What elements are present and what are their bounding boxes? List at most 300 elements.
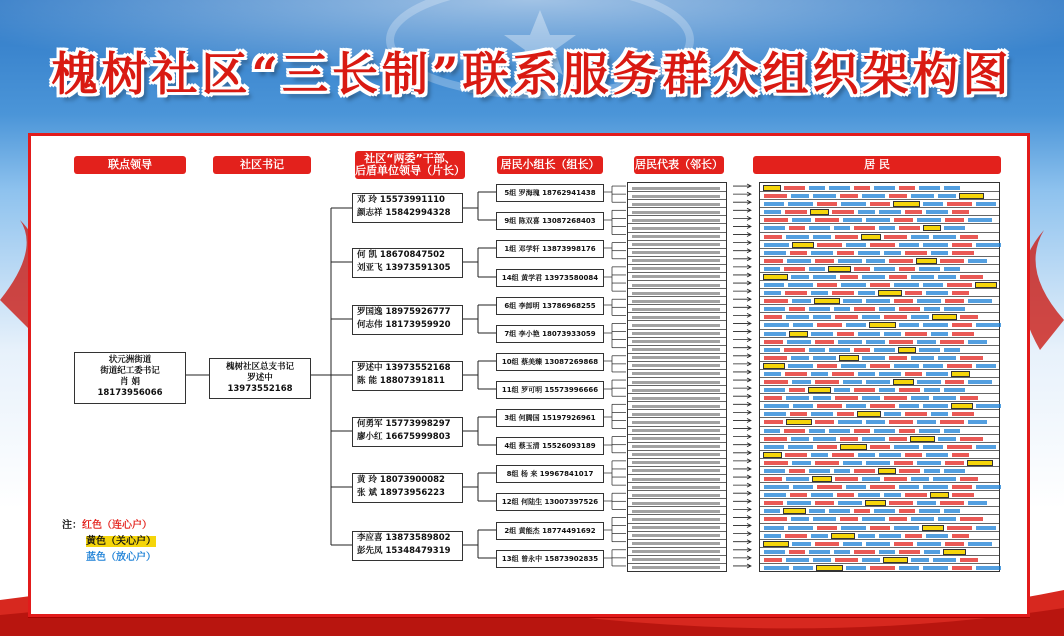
resident-entry	[924, 226, 940, 230]
rep-row-divider	[628, 280, 726, 281]
resident-row-divider	[760, 304, 999, 305]
resident-entry	[786, 477, 809, 481]
group-leader-box: 1组 邓学轩 13873998176	[496, 240, 604, 258]
resident-entry	[952, 251, 974, 255]
resident-entry	[843, 542, 862, 546]
resident-entry	[764, 469, 785, 473]
rep-row-text	[632, 453, 720, 456]
resident-entry	[764, 380, 788, 384]
resident-entry	[862, 275, 885, 279]
arrow-icon	[733, 475, 751, 479]
group-leader-box: 3组 何腾国 15197926961	[496, 409, 604, 427]
resident-entry	[952, 332, 974, 336]
resident-entry	[809, 550, 830, 554]
resident-entry	[889, 420, 913, 424]
resident-entry	[905, 372, 922, 376]
resident-entry	[879, 372, 901, 376]
resident-row-divider	[760, 353, 999, 354]
rep-row-divider	[628, 223, 726, 224]
pianzhang-box	[352, 473, 463, 503]
resident-entry	[841, 364, 866, 368]
arrow-icon	[733, 427, 751, 431]
resident-entry	[879, 469, 895, 473]
resident-entry	[840, 275, 858, 279]
resident-entry	[952, 291, 969, 295]
rep-row-text	[632, 316, 720, 319]
resident-entry	[960, 558, 978, 562]
arrow-icon	[733, 305, 751, 309]
rep-row-text	[632, 356, 720, 359]
resident-row-divider	[760, 280, 999, 281]
resident-entry	[788, 364, 813, 368]
rep-row-divider	[628, 264, 726, 265]
resident-entry	[854, 550, 875, 554]
resident-entry	[786, 235, 809, 239]
arrow-icon	[733, 362, 751, 366]
resident-entry	[764, 259, 783, 263]
pianzhang-box	[352, 417, 463, 447]
resident-entry	[894, 461, 913, 465]
resident-entry	[976, 566, 1001, 570]
arrow-icon	[733, 216, 751, 220]
resident-row-divider	[760, 563, 999, 564]
resident-entry	[832, 291, 854, 295]
resident-entry	[817, 243, 842, 247]
resident-entry	[899, 485, 919, 489]
arrow-icon	[733, 265, 751, 269]
resident-entry	[764, 453, 781, 457]
resident-entry	[813, 356, 836, 360]
resident-entry	[813, 558, 831, 562]
rep-row-text	[632, 372, 720, 375]
arrow-icon	[733, 548, 751, 552]
resident-entry	[764, 267, 780, 271]
rep-row-text	[632, 308, 720, 311]
resident-entry	[945, 218, 964, 222]
resident-entry	[841, 202, 866, 206]
resident-entry	[854, 509, 870, 513]
resident-entry	[952, 534, 969, 538]
resident-entry	[837, 412, 854, 416]
resident-entry	[846, 404, 866, 408]
rep-row-text	[632, 550, 720, 553]
resident-entry	[809, 388, 830, 392]
resident-entry	[926, 534, 948, 538]
rep-row-divider	[628, 434, 726, 435]
arrow-icon	[733, 564, 751, 568]
resident-entry	[917, 501, 936, 505]
resident-entry	[866, 340, 885, 344]
rep-row-divider	[628, 199, 726, 200]
resident-entry	[884, 251, 901, 255]
resident-entry	[809, 307, 830, 311]
resident-row-divider	[760, 523, 999, 524]
resident-entry	[976, 485, 1001, 489]
pianzhang-box	[352, 193, 463, 223]
resident-entry	[976, 404, 1001, 408]
resident-entry	[919, 348, 940, 352]
header-pianzhang-line1: 社区“两委”干部、	[364, 152, 456, 165]
header-leader: 联点领导	[74, 156, 186, 174]
resident-entry	[846, 485, 866, 489]
resident-entry	[792, 380, 811, 384]
rep-row-divider	[628, 215, 726, 216]
resident-entry	[854, 267, 870, 271]
resident-entry	[866, 218, 890, 222]
rep-row-divider	[628, 304, 726, 305]
resident-entry	[841, 283, 866, 287]
resident-entry	[917, 340, 936, 344]
arrow-icon	[733, 443, 751, 447]
resident-entry	[899, 509, 915, 513]
resident-entry	[968, 218, 992, 222]
resident-entry	[764, 372, 781, 376]
resident-entry	[884, 558, 907, 562]
rep-row-divider	[628, 393, 726, 394]
resident-entry	[952, 372, 969, 376]
resident-entry	[764, 202, 784, 206]
resident-entry	[870, 404, 895, 408]
resident-entry	[931, 332, 948, 336]
resident-entry	[976, 526, 996, 530]
resident-entry	[813, 194, 836, 198]
resident-entry	[884, 332, 901, 336]
resident-entry	[905, 534, 922, 538]
pianzhang-1-a: 邓 玲 15573991110	[357, 195, 445, 205]
resident-entry	[790, 493, 807, 497]
resident-entry	[791, 194, 809, 198]
resident-entry	[835, 558, 858, 562]
resident-row-divider	[760, 256, 999, 257]
resident-entry	[829, 429, 850, 433]
header-residents: 居 民	[753, 156, 1001, 174]
resident-entry	[945, 542, 964, 546]
rep-row-divider	[628, 296, 726, 297]
resident-row-divider	[760, 361, 999, 362]
resident-entry	[792, 299, 811, 303]
pianzhang-2-b: 刘亚飞 13973591305	[357, 263, 451, 273]
resident-entry	[788, 526, 813, 530]
header-pianzhang-line2: 后盾单位领导（片长）	[355, 164, 465, 177]
resident-entry	[874, 429, 895, 433]
arrow-icon	[733, 394, 751, 398]
resident-entry	[933, 235, 956, 239]
resident-entry	[933, 558, 956, 562]
pianzhang-6-a: 黄 玲 18073900082	[357, 475, 445, 485]
residents-list	[759, 182, 1000, 572]
arrow-icon	[733, 297, 751, 301]
resident-entry	[923, 364, 943, 368]
resident-entry	[811, 534, 828, 538]
resident-entry	[899, 348, 915, 352]
resident-entry	[917, 299, 941, 303]
resident-entry	[870, 243, 895, 247]
rep-row-divider	[628, 377, 726, 378]
resident-entry	[968, 501, 987, 505]
resident-entry	[899, 243, 919, 247]
resident-entry	[764, 210, 781, 214]
resident-entry	[889, 517, 907, 521]
header-group-leader: 居民小组长（组长）	[497, 156, 603, 174]
resident-entry	[938, 437, 956, 441]
resident-entry	[764, 307, 785, 311]
resident-entry	[764, 332, 786, 336]
resident-entry	[952, 493, 974, 497]
resident-entry	[952, 243, 972, 247]
resident-entry	[832, 534, 854, 538]
arrow-icon	[733, 273, 751, 277]
resident-entry	[789, 307, 805, 311]
resident-entry	[944, 307, 965, 311]
arrow-icon	[733, 346, 751, 350]
resident-row-divider	[760, 434, 999, 435]
resident-row-divider	[760, 385, 999, 386]
secretary-name: 罗述中	[247, 373, 273, 383]
resident-entry	[952, 210, 969, 214]
resident-entry	[866, 420, 885, 424]
pianzhang-4-a: 罗述中 13973552168	[357, 363, 451, 373]
resident-entry	[838, 340, 862, 344]
resident-entry	[813, 315, 831, 319]
resident-entry	[811, 332, 833, 336]
resident-entry	[879, 453, 901, 457]
resident-entry	[764, 388, 785, 392]
rep-row-divider	[628, 288, 726, 289]
resident-entry	[764, 526, 784, 530]
rep-row-text	[632, 275, 720, 278]
resident-entry	[817, 202, 837, 206]
pianzhang-7-b: 彭先凤 15348479319	[357, 546, 451, 556]
resident-entry	[905, 412, 927, 416]
resident-entry	[764, 509, 780, 513]
resident-entry	[858, 534, 875, 538]
rep-row-divider	[628, 482, 726, 483]
resident-entry	[911, 235, 929, 239]
resident-entry	[976, 243, 1001, 247]
legend-blue: 蓝色（放心户）	[86, 552, 156, 563]
resident-entry	[884, 396, 907, 400]
resident-entry	[834, 388, 850, 392]
resident-entry	[793, 243, 813, 247]
resident-entry	[785, 291, 807, 295]
resident-entry	[866, 299, 890, 303]
resident-entry	[899, 469, 920, 473]
resident-entry	[811, 372, 828, 376]
resident-row-divider	[760, 401, 999, 402]
arrow-icon	[733, 499, 751, 503]
resident-entry	[894, 218, 913, 222]
resident-entry	[931, 251, 948, 255]
resident-entry	[905, 251, 927, 255]
rep-row-divider	[628, 539, 726, 540]
legend-prefix: 注：	[62, 520, 82, 531]
resident-entry	[960, 477, 978, 481]
resident-entry	[944, 509, 960, 513]
rep-row-divider	[628, 385, 726, 386]
pianzhang-4-b: 陈 能 18807391811	[357, 376, 445, 386]
rep-row-text	[632, 494, 720, 497]
resident-entry	[854, 429, 870, 433]
rep-row-divider	[628, 417, 726, 418]
rep-row-divider	[628, 450, 726, 451]
resident-entry	[911, 517, 934, 521]
resident-entry	[960, 437, 983, 441]
rep-row-divider	[628, 514, 726, 515]
resident-entry	[940, 501, 964, 505]
resident-entry	[840, 437, 858, 441]
rep-row-divider	[628, 563, 726, 564]
resident-entry	[968, 259, 987, 263]
resident-entry	[862, 477, 880, 481]
group-leader-box: 8组 杨 来 19967841017	[496, 465, 604, 483]
resident-entry	[862, 235, 880, 239]
resident-entry	[793, 404, 813, 408]
resident-entry	[899, 267, 915, 271]
resident-entry	[835, 477, 858, 481]
resident-entry	[789, 226, 805, 230]
rep-row-text	[632, 510, 720, 513]
resident-entry	[889, 194, 907, 198]
resident-entry	[931, 412, 948, 416]
resident-entry	[838, 259, 862, 263]
resident-entry	[960, 396, 978, 400]
rep-row-text	[632, 558, 720, 561]
resident-row-divider	[760, 450, 999, 451]
resident-entry	[815, 340, 834, 344]
resident-entry	[944, 388, 965, 392]
arrow-icon	[733, 451, 751, 455]
group-leader-box: 2组 黄能杰 18774491692	[496, 522, 604, 540]
resident-entry	[764, 364, 784, 368]
resident-entry	[960, 517, 983, 521]
resident-row-divider	[760, 474, 999, 475]
arrow-icon	[733, 330, 751, 334]
rep-row-text	[632, 486, 720, 489]
rep-row-text	[632, 211, 720, 214]
rep-row-text	[632, 235, 720, 238]
rep-row-divider	[628, 466, 726, 467]
resident-entry	[834, 307, 850, 311]
resident-entry	[968, 340, 987, 344]
arrow-icon	[733, 338, 751, 342]
resident-entry	[938, 517, 956, 521]
resident-entry	[862, 194, 885, 198]
resident-row-divider	[760, 466, 999, 467]
resident-entry	[793, 485, 813, 489]
resident-row-divider	[760, 369, 999, 370]
resident-row-divider	[760, 248, 999, 249]
rep-row-divider	[628, 474, 726, 475]
resident-entry	[924, 550, 940, 554]
resident-entry	[784, 509, 805, 513]
resident-entry	[911, 194, 934, 198]
secretary-box	[209, 358, 311, 399]
resident-entry	[764, 437, 787, 441]
resident-entry	[843, 461, 862, 465]
resident-entry	[764, 558, 782, 562]
group-leader-box: 9组 陈双喜 13087268403	[496, 212, 604, 230]
arrow-icon	[733, 418, 751, 422]
resident-entry	[899, 404, 919, 408]
resident-entry	[846, 566, 866, 570]
resident-entry	[834, 469, 850, 473]
resident-entry	[968, 542, 992, 546]
rep-row-divider	[628, 312, 726, 313]
resident-entry	[926, 453, 948, 457]
pianzhang-3-a: 罗国逸 18975926777	[357, 307, 451, 317]
resident-entry	[835, 235, 858, 239]
rep-row-text	[632, 364, 720, 367]
arrow-icon	[733, 378, 751, 382]
rep-row-divider	[628, 555, 726, 556]
resident-entry	[968, 420, 987, 424]
resident-entry	[835, 396, 858, 400]
resident-row-divider	[760, 296, 999, 297]
resident-entry	[817, 445, 837, 449]
pianzhang-1-b: 颜志祥 15842994328	[357, 208, 451, 218]
rep-row-text	[632, 429, 720, 432]
resident-entry	[923, 283, 943, 287]
resident-entry	[854, 307, 875, 311]
resident-entry	[944, 348, 960, 352]
resident-entry	[764, 534, 781, 538]
rep-row-divider	[628, 523, 726, 524]
group-leader-box: 4组 蔡玉清 15526093189	[496, 437, 604, 455]
resident-entry	[858, 332, 880, 336]
resident-entry	[889, 275, 907, 279]
rep-row-divider	[628, 547, 726, 548]
resident-entry	[940, 340, 964, 344]
rep-row-divider	[628, 345, 726, 346]
resident-row-divider	[760, 393, 999, 394]
resident-entry	[809, 348, 825, 352]
resident-entry	[788, 202, 813, 206]
resident-entry	[764, 566, 789, 570]
arrow-icon	[733, 281, 751, 285]
resident-entry	[817, 526, 837, 530]
resident-entry	[764, 461, 788, 465]
resident-entry	[889, 501, 913, 505]
resident-entry	[870, 566, 895, 570]
resident-entry	[923, 445, 943, 449]
resident-entry	[923, 526, 943, 530]
resident-entry	[905, 453, 922, 457]
resident-row-divider	[760, 531, 999, 532]
rep-row-divider	[628, 361, 726, 362]
resident-entry	[968, 299, 992, 303]
arrow-icon	[733, 313, 751, 317]
resident-row-divider	[760, 264, 999, 265]
resident-entry	[788, 283, 813, 287]
resident-entry	[809, 509, 825, 513]
resident-row-divider	[760, 458, 999, 459]
resident-row-divider	[760, 312, 999, 313]
resident-entry	[840, 517, 858, 521]
resident-row-divider	[760, 329, 999, 330]
resident-entry	[968, 380, 992, 384]
arrow-icon	[733, 257, 751, 261]
resident-entry	[793, 566, 813, 570]
resident-entry	[809, 469, 830, 473]
resident-entry	[764, 194, 787, 198]
resident-entry	[976, 445, 996, 449]
resident-entry	[945, 380, 964, 384]
resident-entry	[829, 186, 850, 190]
resident-row-divider	[760, 498, 999, 499]
resident-entry	[923, 323, 948, 327]
resident-entry	[952, 323, 972, 327]
resident-entry	[923, 566, 948, 570]
